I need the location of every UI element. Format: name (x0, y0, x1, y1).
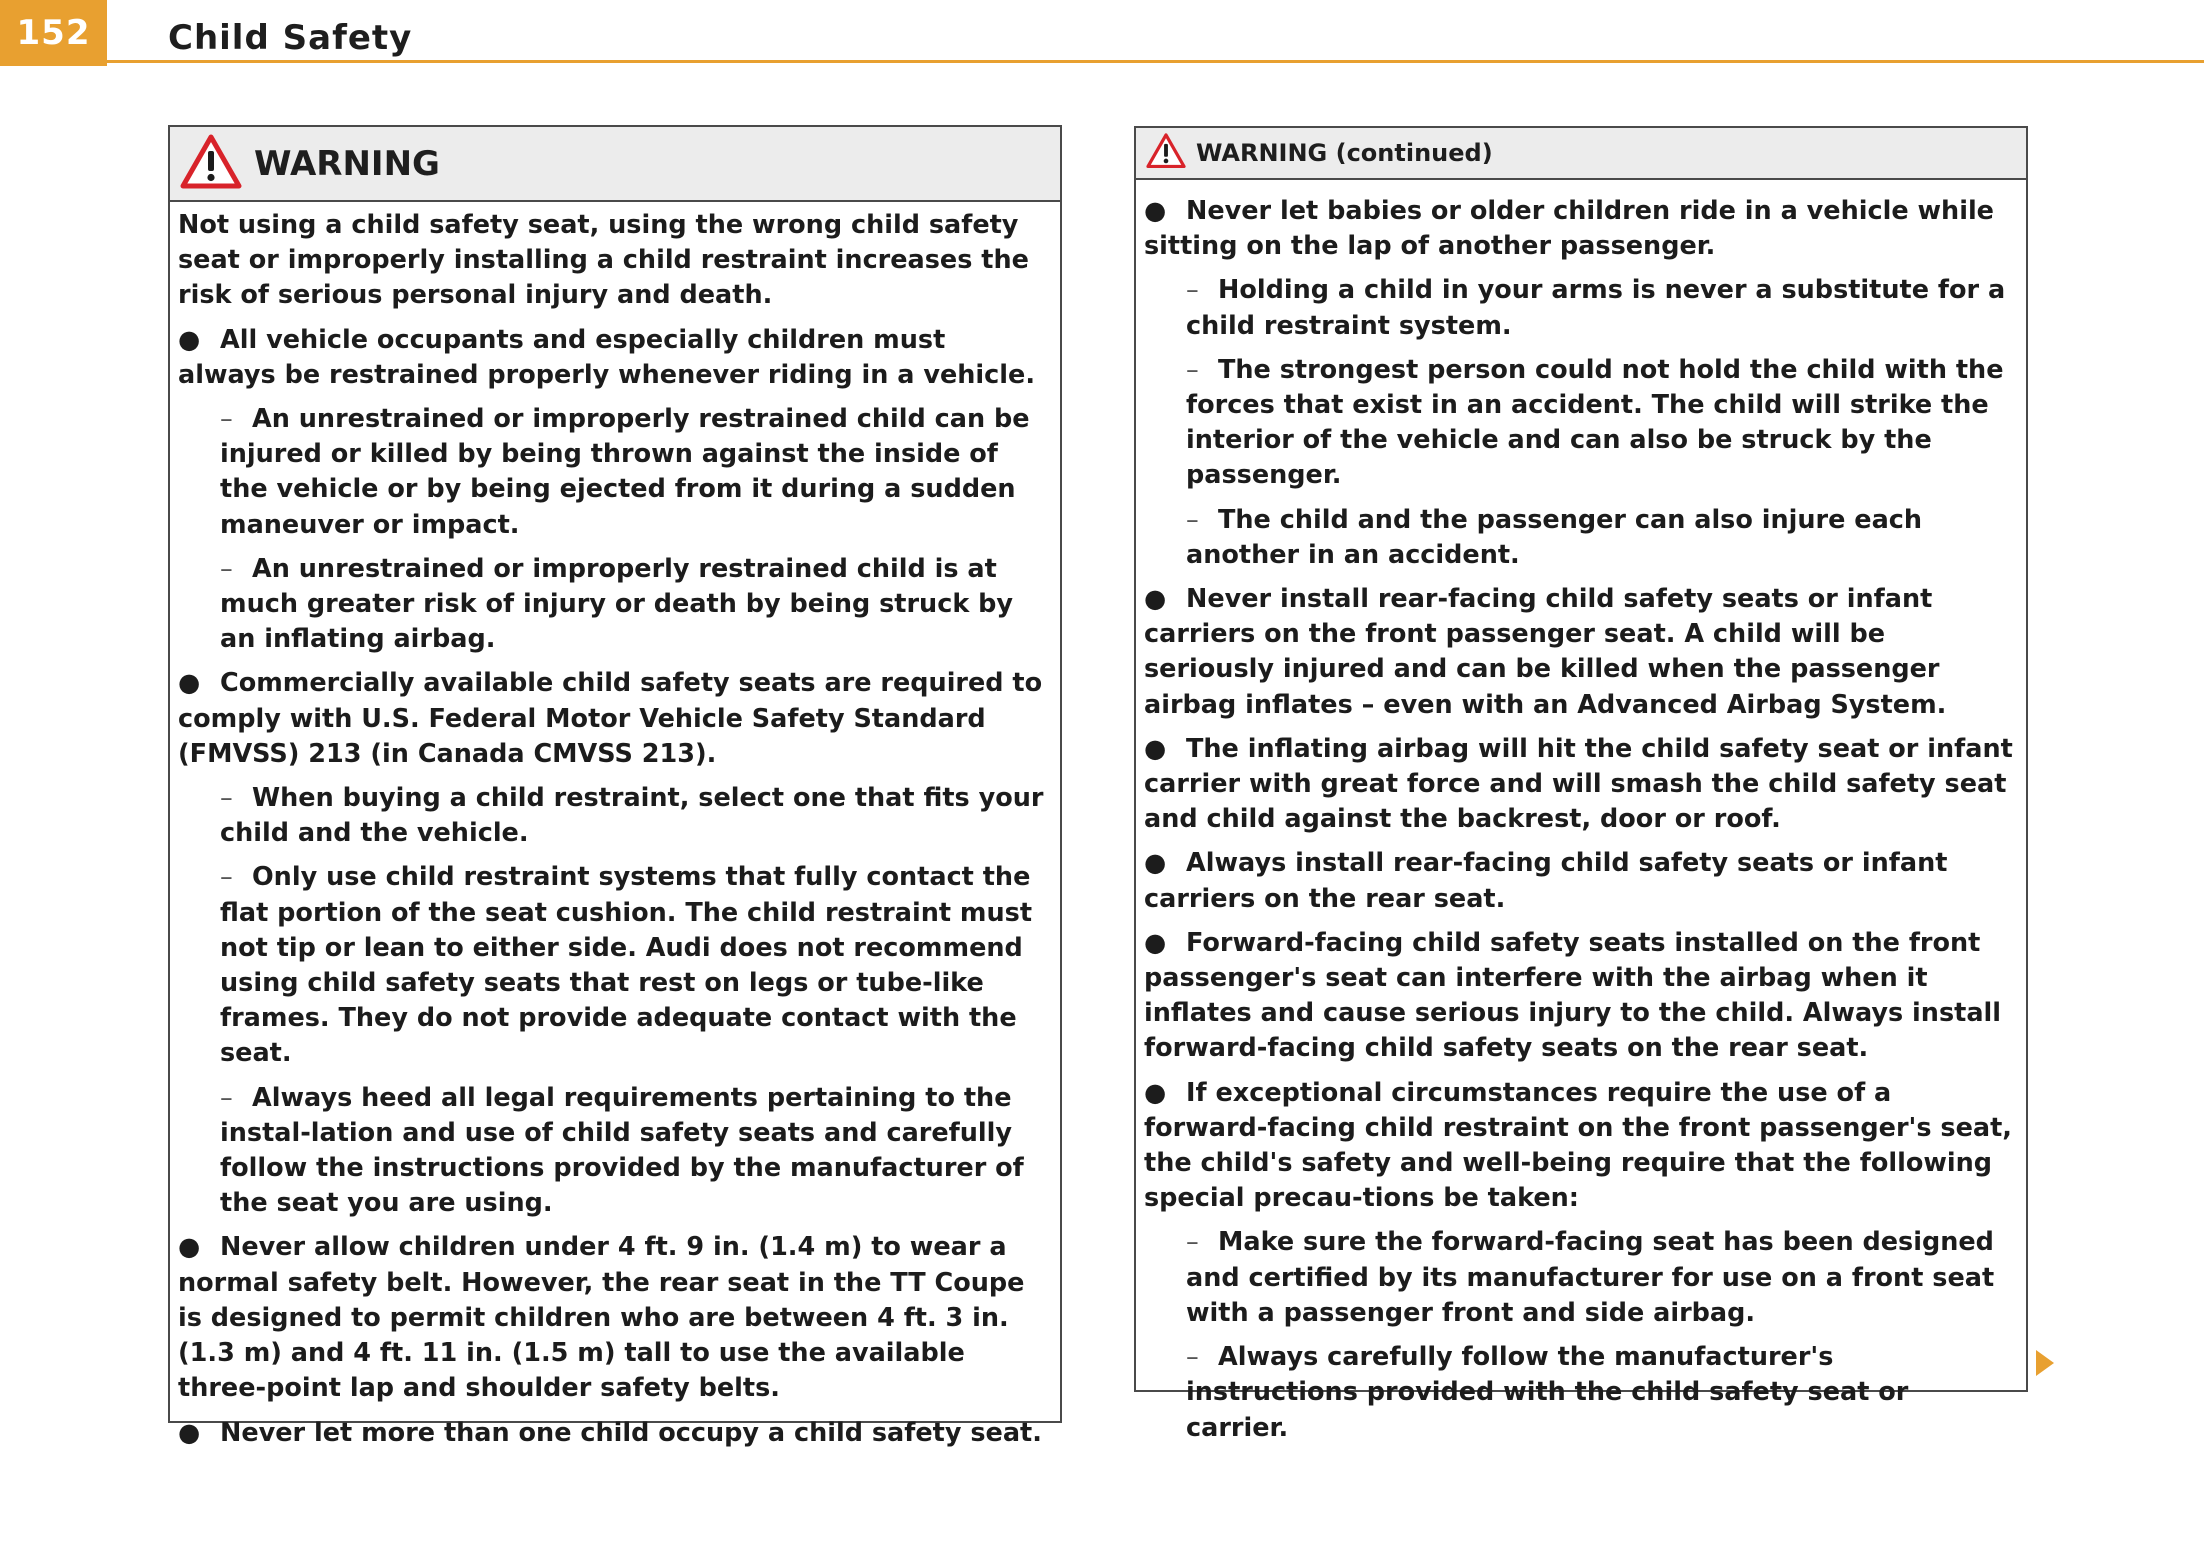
bullet-item: ● The inflating airbag will hit the child safety seat or infant carrier with great force and will smash the child safety seat and child against the backrest, door or roof. (1144, 733, 2013, 835)
warning-body (1136, 180, 2026, 1446)
header-rule (107, 60, 2204, 63)
page-number: 152 (0, 0, 107, 66)
warning-triangle-icon (1146, 133, 1186, 173)
bullet-item: ● Never let more than one child occupy a child safety seat. (178, 1417, 1042, 1448)
page-title: Child Safety (168, 18, 413, 58)
sub-item: – Make sure the forward-facing seat has been designed and certified by its manufacturer for use on a front seat with a passenger front and side airbag. (1186, 1227, 1995, 1328)
bullet-item: ● Never install rear-facing child safety seats or infant carriers on the front passenger seat. A child will be seriously injured and can be killed when the passenger airbag inflates – even with an Advanced Airbag System. (1144, 584, 1947, 720)
warning-header (170, 127, 1060, 202)
sub-item: – Only use child restraint systems that fully contact the flat portion of the seat cushion. The child restraint must not tip or lean to either side. Audi does not recommend using child safety seats that rest on legs or tube-like frames. They do not provide adequate contact with the seat. (220, 862, 1033, 1069)
bullet-item: ● Never allow children under 4 ft. 9 in. (1.4 m) to wear a normal safety belt. However, the rear seat in the TT Coupe is designed to permit children who are between 4 ft. 3 in. (1.3 m) and 4 ft. 11 in. (1.5 m) tall to use the available three-point lap and shoulder safety belts. (178, 1232, 1025, 1404)
warning-title: WARNING (continued) (1196, 139, 1493, 167)
page-header (0, 0, 2204, 66)
sub-item: – The child and the passenger can also injure each another in an accident. (1186, 504, 1923, 570)
warning-intro: Not using a child safety seat, using the wrong child safety seat or improperly installing a child restraint increases the risk of serious personal injury and death. (178, 210, 1029, 311)
bullet-item: ● Commercially available child safety seats are required to comply with U.S. Federal Motor Vehicle Safety Standard (FMVSS) 213 (in Canada CMVSS 213). (178, 668, 1043, 769)
warning-body (170, 202, 1060, 1451)
continue-arrow-icon (2034, 1348, 2056, 1382)
bullet-item: ● Forward-facing child safety seats installed on the front passenger's seat can interfere with the airbag when it inflates and cause serious injury to the child. Always install forward-facing child safety seats on the rear seat. (1144, 927, 2002, 1064)
bullet-item: ● Always install rear-facing child safety seats or infant carriers on the rear seat. (1144, 848, 1948, 914)
sub-item: – When buying a child restraint, select one that fits your child and the vehicle. (220, 783, 1044, 849)
sub-item: – An unrestrained or improperly restrained child is at much greater risk of injury or death by being struck by an inflating airbag. (220, 553, 1014, 655)
sub-item: – The strongest person could not hold the child with the forces that exist in an accident. The child will strike the interior of the vehicle and can also be struck by the passenger. (1186, 354, 2004, 491)
warning-box-left (168, 125, 1062, 1448)
sub-item: – Always heed all legal requirements pertaining to the instal-lation and use of child safety seats and carefully follow the instructions provided by the manufacturer of the seat you are using. (220, 1082, 1024, 1219)
warning-box-right (1134, 126, 2028, 1443)
sub-item: – Holding a child in your arms is never a substitute for a child restraint system. (1186, 275, 2006, 341)
warning-title: WARNING (254, 143, 440, 184)
warning-header (1136, 128, 2026, 180)
sub-item: – Always carefully follow the manufacturer's instructions provided with the child safety seat or carrier. (1186, 1342, 1909, 1443)
bullet-item: ● If exceptional circumstances require the use of a forward-facing child restraint on the front passenger's seat, the child's safety and well-being require that the following special precau-tions be taken: (1144, 1077, 2012, 1214)
bullet-item: ● Never let babies or older children ride in a vehicle while sitting on the lap of another passenger. (1144, 196, 1994, 262)
sub-item: – An unrestrained or improperly restrained child can be injured or killed by being thrown against the inside of the vehicle or by being ejected from it during a sudden maneuver or impact. (220, 404, 1030, 540)
warning-triangle-icon (180, 134, 242, 194)
bullet-item: ● All vehicle occupants and especially children must always be restrained properly whenever riding in a vehicle. (178, 324, 1036, 390)
